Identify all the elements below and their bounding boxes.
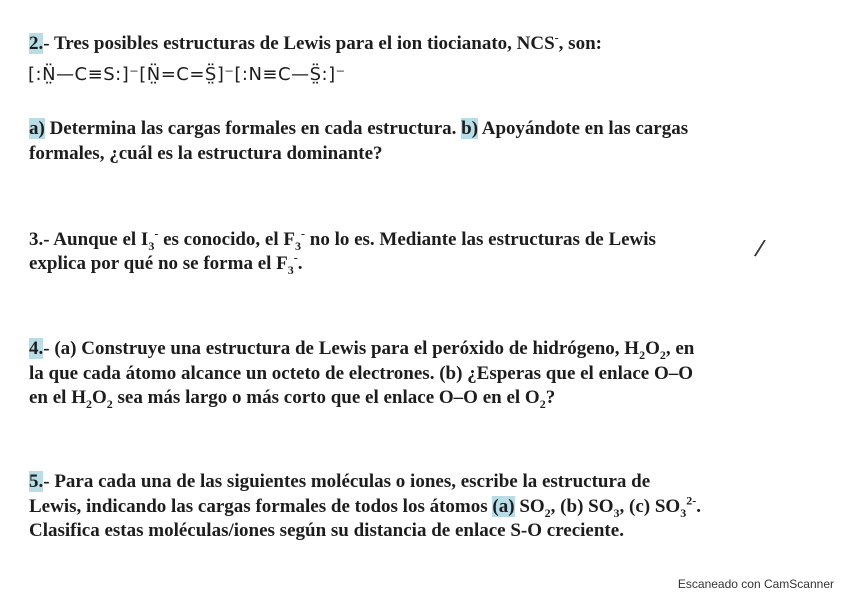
- q4-line-3: en el $H_2O_2$ sea más largo o más corto que el enlace O–O en el $O_2$?: [29, 387, 556, 411]
- q2-part-a-label: a): [29, 118, 45, 139]
- q5-line-2: Lewis, indicando las cargas formales de todos los átomos (a) $SO_2$, (b) $SO_3$, (c) $SO_3^{2-}$.: [29, 493, 701, 520]
- q4-line-1: 4.- (a) Construye una estructura de Lewis para el peróxido de hidrógeno, $H_2O_2$, en: [29, 338, 695, 362]
- q3-line-2: explica por qué no se forma el $F_3^-$.: [29, 250, 303, 277]
- q5-number: 5.: [29, 471, 44, 492]
- q2-lewis-structures: [:N̤̈—C≡S:]⁻[N̤̈=C=S̤̈]⁻[:N≡C—S̤̈:]⁻: [28, 64, 346, 85]
- q2-part-b-cont: formales, ¿cuál es la estructura dominante?: [29, 143, 383, 164]
- q5-part-a-label: (a): [492, 496, 515, 517]
- pen-mark: /: [752, 235, 767, 262]
- q2-part-b-label: b): [461, 118, 479, 139]
- q5-line-1: 5.- Para cada una de las siguientes moléculas o iones, escribe la estructura de: [29, 471, 651, 492]
- q3-line-1: 3.- Aunque el $I_3^-$ es conocido, el $F_3^-$ no lo es. Mediante las estructuras de Lewis: [29, 226, 656, 253]
- scanner-watermark: Escaneado con CamScanner: [677, 577, 834, 591]
- q2-statement: 2.- Tres posibles estructuras de Lewis para el ion tiocianato, NCS-, son:: [29, 30, 602, 54]
- q2-number: 2.: [29, 33, 44, 54]
- q4-line-2: la que cada átomo alcance un octeto de electrones. (b) ¿Esperas que el enlace O–O: [29, 363, 694, 384]
- q4-number: 4.: [29, 338, 44, 359]
- q2-part-a-line: a) Determina las cargas formales en cada estructura. b) Apoyándote en las cargas: [29, 118, 689, 139]
- q5-line-3: Clasifica estas moléculas/iones según su distancia de enlace S-O creciente.: [29, 520, 624, 541]
